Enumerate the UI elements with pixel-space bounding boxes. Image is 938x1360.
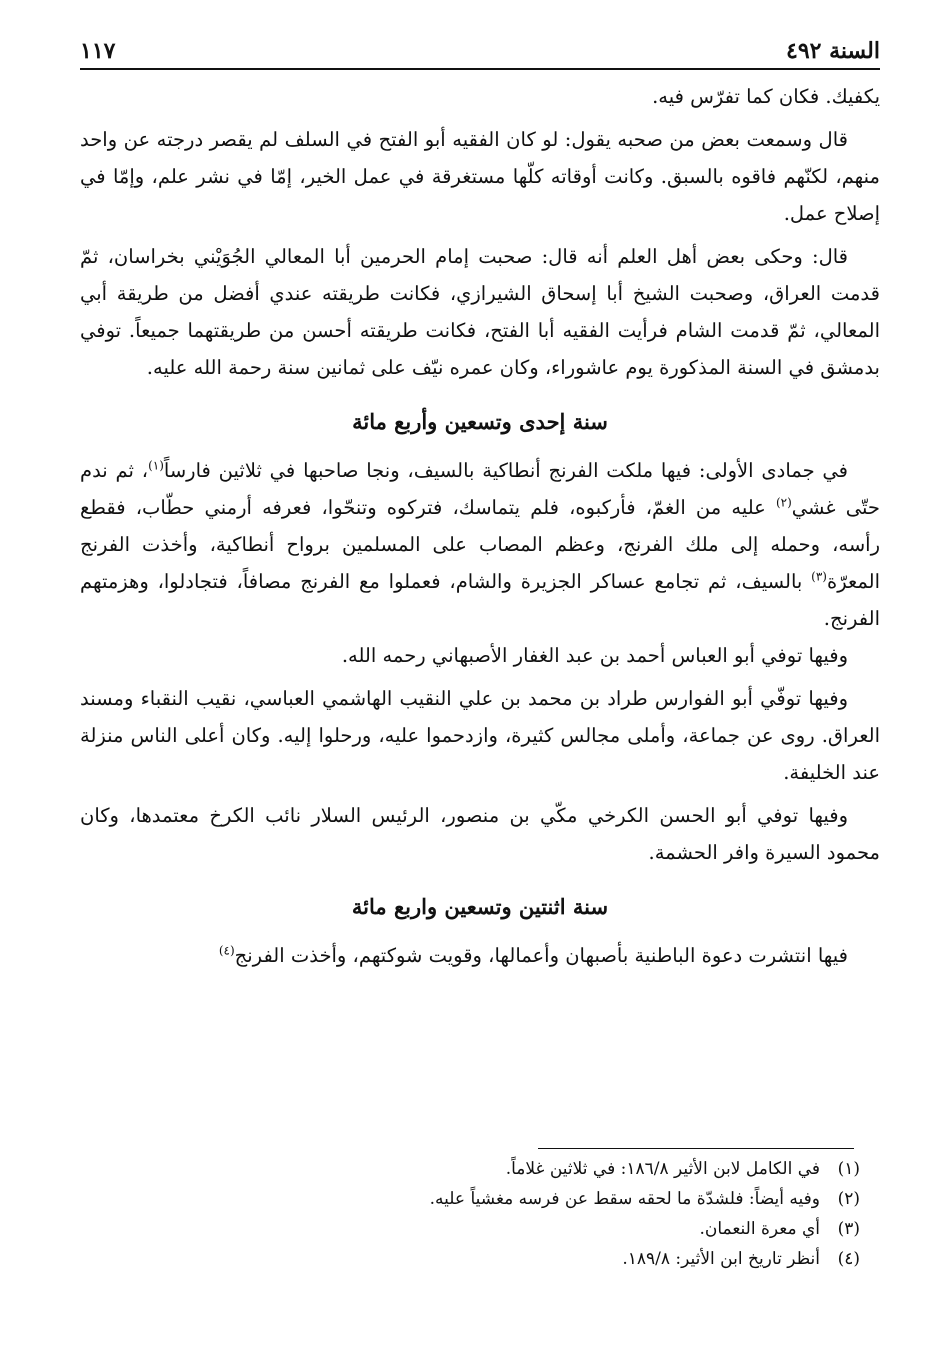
footnote-text: أي معرة النعمان. — [699, 1219, 820, 1239]
paragraph: وفيها توفّي أبو الفوارس طراد بن محمد بن علي النقيب الهاشمي العباسي، نقيب النقباء ومسند العراق. روى عن جماعة، وأملى مجالس كثيرة، وازدحموا عليه، ورحلوا إليه. وكان أعلى الناس منزلة عند الخليفة. — [80, 687, 880, 784]
footnote-item — [200, 1154, 860, 1184]
paragraph-text: بالسيف، ثم تجامع عساكر الجزيرة والشام، فعملوا مع الفرنج مصافاً، فتجادلوا، وهزمتهم الفرنج. — [80, 570, 880, 630]
footnote-item — [200, 1244, 860, 1274]
paragraph: وفيها توفي أبو الحسن الكرخي مكّي بن منصور، الرئيس السلار نائب الكرخ معتمدها، وكان محمود السيرة وافر الحشمة. — [80, 804, 880, 864]
footnote-text: أنظر تاريخ ابن الأثير: ١٨٩/٨. — [622, 1249, 820, 1269]
footnote-item — [200, 1184, 860, 1214]
paragraph-text: عليه من الغمّ، فأركبوه، فلم يتماسك، فتركوه وتنحّوا، فعرفه أرمني حطّاب، فقطع رأسه، وحمله إلى ملك الفرنج، وعظم المصاب على المسلمين برواح أنطاكية، وأخذت الفرنج المعرّة — [80, 496, 880, 593]
paragraph-text: في جمادى الأولى: فيها ملكت الفرنج أنطاكية بالسيف، ونجا صاحبها في ثلاثين فارساً — [163, 459, 848, 482]
footnote-number: (٣) — [837, 1219, 860, 1239]
paragraph: قال وسمعت بعض من صحبه يقول: لو كان الفقيه أبو الفتح في السلف لم يقصر درجته عن واحد منهم، لكنّهم فاقوه بالسبق. وكانت أوقاته كلّها مستغرقة في عمل الخير، إمّا في نشر علم، وإمّا في إصلاح عمل. — [80, 128, 880, 225]
footnotes — [200, 1154, 860, 1274]
paragraph-text: ، ثم ندم حتّى غشي — [80, 459, 880, 519]
page-header — [80, 28, 880, 70]
paragraph — [80, 937, 880, 974]
paragraph — [80, 452, 880, 637]
section-heading: سنة اثنتين وتسعين واربع مائة — [351, 894, 609, 919]
footnote-number: (١) — [837, 1159, 860, 1179]
footnote-marker[interactable]: (٢) — [775, 495, 792, 510]
paragraph-text: فيها انتشرت دعوة الباطنية بأصبهان وأعمالها، وقويت شوكتهم، وأخذت الفرنج — [234, 944, 848, 967]
footnote-marker[interactable]: (١) — [148, 458, 164, 473]
footnote-marker[interactable]: (٤) — [218, 943, 235, 958]
running-head: السنة ٤٩٢ — [786, 38, 880, 64]
footnote-number: (٤) — [837, 1249, 860, 1269]
footnote-marker[interactable]: (٣) — [811, 569, 827, 584]
paragraph: يكفيك. فكان كما تفرّس فيه. — [652, 85, 880, 108]
footnote-text: وفيه أيضاً: فلشدّة ما لحقه سقط عن فرسه مغشياً عليه. — [429, 1189, 820, 1209]
main-text — [80, 78, 880, 974]
footnote-item — [200, 1214, 860, 1244]
section-heading: سنة إحدى وتسعين وأربع مائة — [352, 409, 608, 434]
paragraph: قال: وحكى بعض أهل العلم أنه قال: صحبت إمام الحرمين أبا المعالي الجُوَيْني بخراسان، ثمّ قدمت العراق، وصحبت الشيخ أبا إسحاق الشيرازي، فكانت طريقته عندي أفضل من طريقة أبي المعالي، ثمّ قدمت الشام فرأيت الفقيه أبا الفتح، فكانت طريقته أحسن من طريقتهما جميعاً. توفي بدمشق في السنة المذكورة يوم عاشوراء، وكان عمره نيّف على ثمانين سنة رحمة الله عليه. — [80, 245, 880, 379]
page-number: ١١٧ — [80, 38, 116, 64]
footnote-divider — [538, 1148, 854, 1149]
footnote-text: في الكامل لابن الأثير ١٨٦/٨: في ثلاثين غلاماً. — [505, 1159, 820, 1179]
footnote-number: (٢) — [837, 1189, 860, 1209]
paragraph: وفيها توفي أبو العباس أحمد بن عبد الغفار الأصبهاني رحمه الله. — [341, 644, 848, 667]
